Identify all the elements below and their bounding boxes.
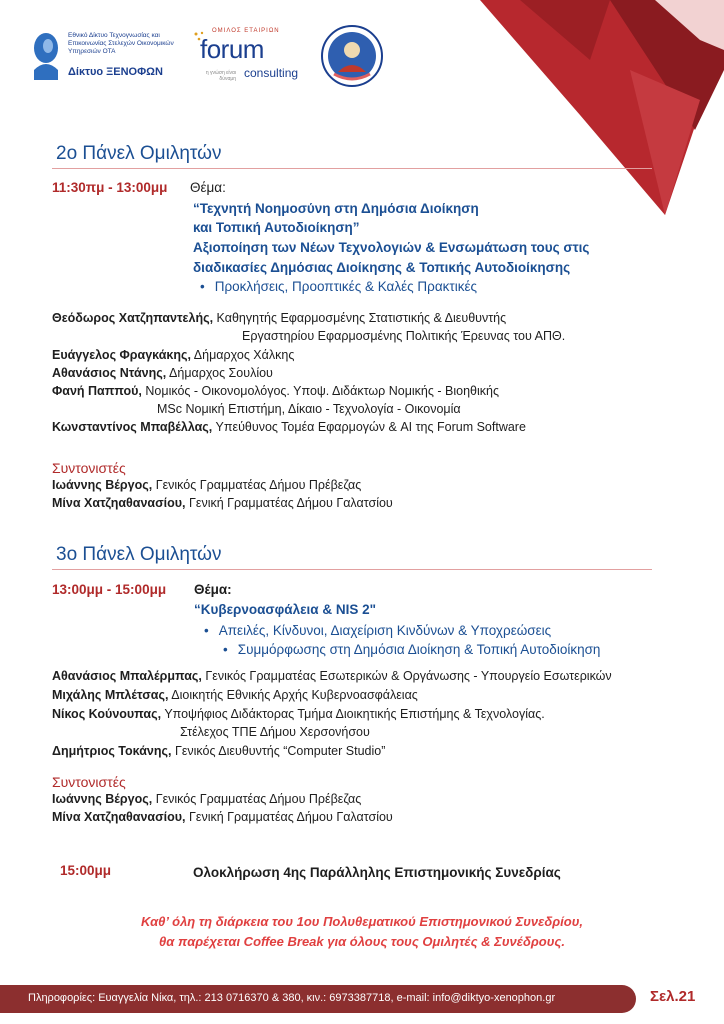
- panel3-coordinator: Ιωάννης Βέργος, Γενικός Γραμματέας Δήμου Πρέβεζας: [52, 792, 362, 806]
- forum-group-label: ΟΜΙΛΟΣ ΕΤΑΙΡΙΩΝ: [212, 28, 280, 34]
- panel3-topic-label: Θέμα:: [194, 582, 232, 597]
- panel2-coordinator: Ιωάννης Βέργος, Γενικός Γραμματέας Δήμου Πρέβεζας: [52, 478, 362, 492]
- xenophon-logo: [28, 30, 188, 86]
- closing-time: 15:00μμ: [60, 863, 112, 878]
- panel3-speaker: Νίκος Κούνουπας, Υποψήφιος Διδάκτορας Τμήμα Διοικητικής Επιστήμης & Τεχνολογίας.: [52, 707, 545, 721]
- panel3-bullet: • Απειλές, Κίνδυνοι, Διαχείριση Κινδύνων & Υποχρεώσεις: [204, 623, 551, 638]
- panel3-coordinators-title: Συντονιστές: [52, 774, 126, 790]
- panel3-speaker: Δημήτριος Τοκάνης, Γενικός Διευθυντής “Computer Studio”: [52, 744, 386, 758]
- forum-consulting-logo: [192, 28, 302, 84]
- seal-logo: [320, 24, 384, 88]
- panel2-topic-line-4: διαδικασίες Δημόσιας Διοίκησης & Τοπικής Αυτοδιοίκησης: [193, 260, 571, 275]
- panel2-speaker: Αθανάσιος Ντάνης, Δήμαρχος Σουλίου: [52, 366, 273, 380]
- xenophon-logo-text: Εθνικό Δίκτυο Τεχνογνωσίας και Επικοινωνίας Στελεχών Οικονομικών Υπηρεσιών ΟΤΑ: [68, 32, 174, 55]
- footer-info: Πληροφορίες: Ευαγγελία Νίκα, τηλ.: 213 0716370 & 380, κιν.: 6973387718, e-mail: info@diktyo-xenophon.gr: [28, 992, 556, 1004]
- coffee-break-note-line-2: θα παρέχεται Coffee Break για όλους τους Ομιλητές & Συνέδρους.: [159, 934, 565, 949]
- forum-wordmark: forum: [200, 34, 264, 64]
- panel2-topic-line-2: και Τοπική Αυτοδιοίκηση”: [193, 220, 360, 235]
- bust-icon: [28, 30, 64, 80]
- closing-text: Ολοκλήρωση 4ης Παράλληλης Επιστημονικής Συνεδρίας: [193, 865, 561, 880]
- xenophon-logo-name: Δίκτυο ΞΕΝΟΦΩΝ: [68, 66, 163, 78]
- panel3-divider: [52, 569, 652, 570]
- panel2-speaker-cont: Εργαστηρίου Εφαρμοσμένης Πολιτικής Έρευνας του ΑΠΘ.: [242, 329, 566, 343]
- forum-tagline: η γνώση είναι δύναμη: [205, 70, 236, 82]
- panel2-topic-line-3: Αξιοποίηση των Νέων Τεχνολογιών & Ενσωμάτωση τους στις: [193, 240, 590, 255]
- panel3-bullet-cont: • Συμμόρφωσης στη Δημόσια Διοίκηση & Τοπική Αυτοδιοίκηση: [223, 642, 600, 657]
- coffee-break-note-line-1: Καθ’ όλη τη διάρκεια του 1ου Πολυθεματικού Επιστημονικού Συνεδρίου,: [140, 914, 584, 929]
- panel2-title: 2ο Πάνελ Ομιλητών: [56, 143, 222, 164]
- panel3-topic-line-1: “Κυβερνοασφάλεια & NIS 2": [194, 602, 376, 617]
- panel3-coordinator: Μίνα Χατζηαθανασίου, Γενική Γραμματέας Δήμου Γαλατσίου: [52, 810, 393, 824]
- decorative-shapes: [460, 0, 724, 215]
- page-number: Σελ.21: [650, 988, 696, 1005]
- panel2-divider: [52, 168, 652, 169]
- panel3-speaker-cont: Στέλεχος ΤΠΕ Δήμου Χερσονήσου: [180, 725, 370, 739]
- panel2-topic-line-1: “Τεχνητή Νοημοσύνη στη Δημόσια Διοίκηση: [193, 201, 479, 216]
- panel3-title: 3ο Πάνελ Ομιλητών: [56, 544, 222, 565]
- panel3-time: 13:00μμ - 15:00μμ: [52, 582, 167, 597]
- panel2-bullet: • Προκλήσεις, Προοπτικές & Καλές Πρακτικές: [200, 279, 477, 294]
- panel3-speaker: Μιχάλης Μπλέτσας, Διοικητής Εθνικής Αρχής Κυβερνοασφάλειας: [52, 688, 418, 702]
- panel2-speaker-cont: MSc Νομική Επιστήμη, Δίκαιο - Τεχνολογία - Οικονομία: [157, 402, 461, 416]
- panel2-speaker: Θεόδωρος Χατζηπαντελής, Καθηγητής Εφαρμοσμένης Στατιστικής & Διευθυντής: [52, 311, 507, 325]
- panel2-speaker: Κωνσταντίνος Μπαβέλλας, Υπεύθυνος Τομέα Εφαρμογών & AI της Forum Software: [52, 420, 526, 434]
- stars-icon: [192, 30, 206, 44]
- panel2-coordinator: Μίνα Χατζηαθανασίου, Γενική Γραμματέας Δήμου Γαλατσίου: [52, 496, 393, 510]
- panel2-time: 11:30πμ - 13:00μμ: [52, 180, 168, 195]
- panel2-speaker: Φανή Παππού, Νομικός - Οικονομολόγος. Υποψ. Διδάκτωρ Νομικής - Βιοηθικής: [52, 384, 499, 398]
- panel2-topic-label: Θέμα:: [190, 180, 226, 195]
- panel2-speaker: Ευάγγελος Φραγκάκης, Δήμαρχος Χάλκης: [52, 348, 295, 362]
- consulting-wordmark: consulting: [244, 66, 299, 80]
- panel2-coordinators-title: Συντονιστές: [52, 460, 126, 476]
- panel3-speaker: Αθανάσιος Μπαλέρμπας, Γενικός Γραμματέας Εσωτερικών & Οργάνωσης - Υπουργείο Εσωτερικών: [52, 669, 612, 683]
